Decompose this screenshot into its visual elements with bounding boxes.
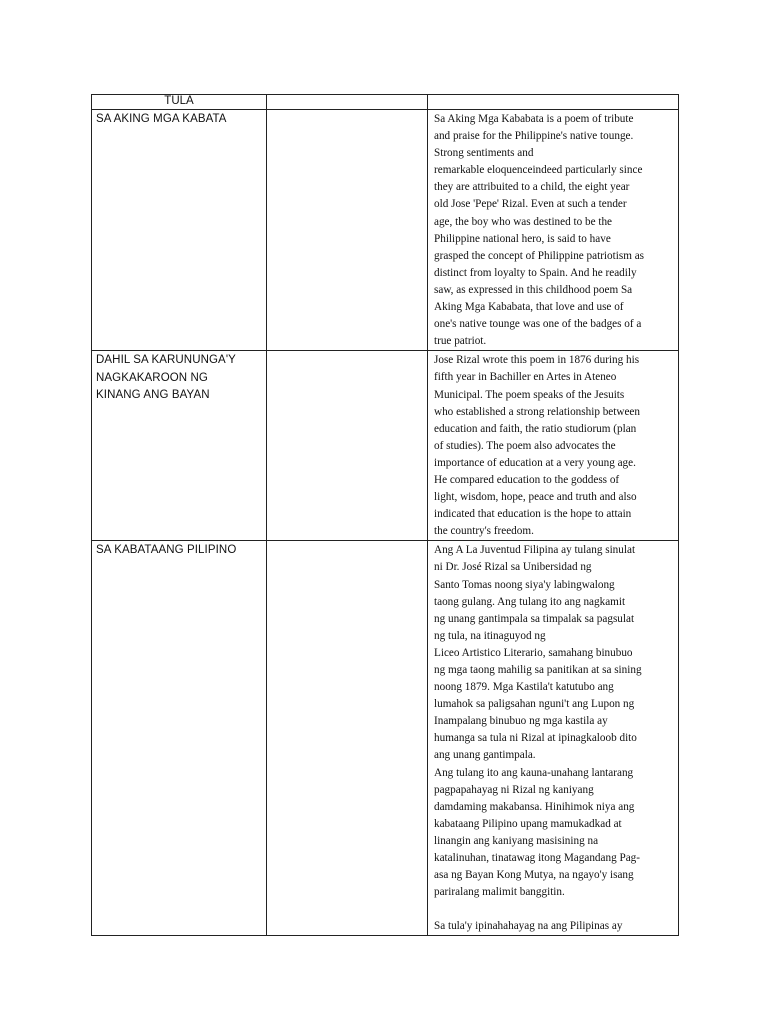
empty-cell xyxy=(267,351,428,541)
poem-description-continued: Sa tula'y ipinahahayag na ang Pilipinas ay xyxy=(434,920,623,933)
table-row xyxy=(92,541,679,936)
poem-title-cell xyxy=(92,110,267,351)
poem-description: Sa Aking Mga Kababata is a poem of tribute and praise for the Philippine's native tounge. Strong sentiments and remarkable eloquenceindeed particularly since they are attribuited to a child, the eight year old Jose 'Pepe' Rizal. Even at such a tender age, the boy who was destined to be the Philippine national hero, is said to have grasped the concept of Philippine patriotism as distinct from loyalty to Spain. And he readily saw, as expressed in this childhood poem Sa Aking Mga Kababata, that love and use of one's native tounge was one of the badges of a true patriot. xyxy=(434,113,645,348)
poem-title-cell xyxy=(92,351,267,541)
header-cell-tula xyxy=(92,95,267,110)
poem-title: SA AKING MGA KABATA xyxy=(96,113,227,125)
poem-title-cell xyxy=(92,541,267,936)
empty-cell xyxy=(267,541,428,936)
poems-table xyxy=(91,94,679,936)
header-label-tula: TULA xyxy=(164,95,194,107)
empty-cell xyxy=(267,110,428,351)
poem-description-cell xyxy=(428,351,679,541)
poem-description-cell xyxy=(428,541,679,936)
poem-title: SA KABATAANG PILIPINO xyxy=(96,544,237,557)
poem-title: DAHIL SA KARUNUNGA'Y NAGKAKAROON NG KINANG ANG BAYAN xyxy=(96,354,236,402)
header-cell-2 xyxy=(267,95,428,110)
table-row xyxy=(92,110,679,351)
poem-description: Ang A La Juventud Filipina ay tulang sinulat ni Dr. José Rizal sa Unibersidad ng Santo Tomas noong siya'y labingwalong taong gulang. Ang tulang ito ang nagkamit ng unang gantimpala sa timpalak sa pagsulat ng tula, na itinaguyod ng Liceo Artistico Literario, samahang binubuo ng mga taong mahilig sa panitikan at sa sining noong 1879. Mga Kastila't katutubo ang lumahok sa paligsahan nguni't ang Lupon ng Inampalang binubuo ng mga kastila ay humanga sa tula ni Rizal at ipinagkaloob dito ang unang gantimpala. Ang tulang ito ang kauna-unahang lantarang pagpapahayag ni Rizal ng kaniyang damdaming makabansa. Hinihimok niya ang kabataang Pilipino upang mamukadkad at linangin ang kaniyang masisining na katalinuhan, tinatawag itong Magandang Pag- asa ng Bayan Kong Mutya, na ngayo'y isang pariralang malimit banggitin. xyxy=(434,544,642,899)
header-cell-3 xyxy=(428,95,679,110)
table-row xyxy=(92,351,679,541)
poem-description-cell xyxy=(428,110,679,351)
poem-description: Jose Rizal wrote this poem in 1876 during his fifth year in Bachiller en Artes in Ateneo Municipal. The poem speaks of the Jesuits who established a strong relationship between education and faith, the ratio studiorum (plan of studies). The poem also advocates the importance of education at a very young age. He compared education to the goddess of light, wisdom, hope, peace and truth and also indicated that education is the hope to attain the country's freedom. xyxy=(434,354,640,538)
table-header-row xyxy=(92,95,679,110)
